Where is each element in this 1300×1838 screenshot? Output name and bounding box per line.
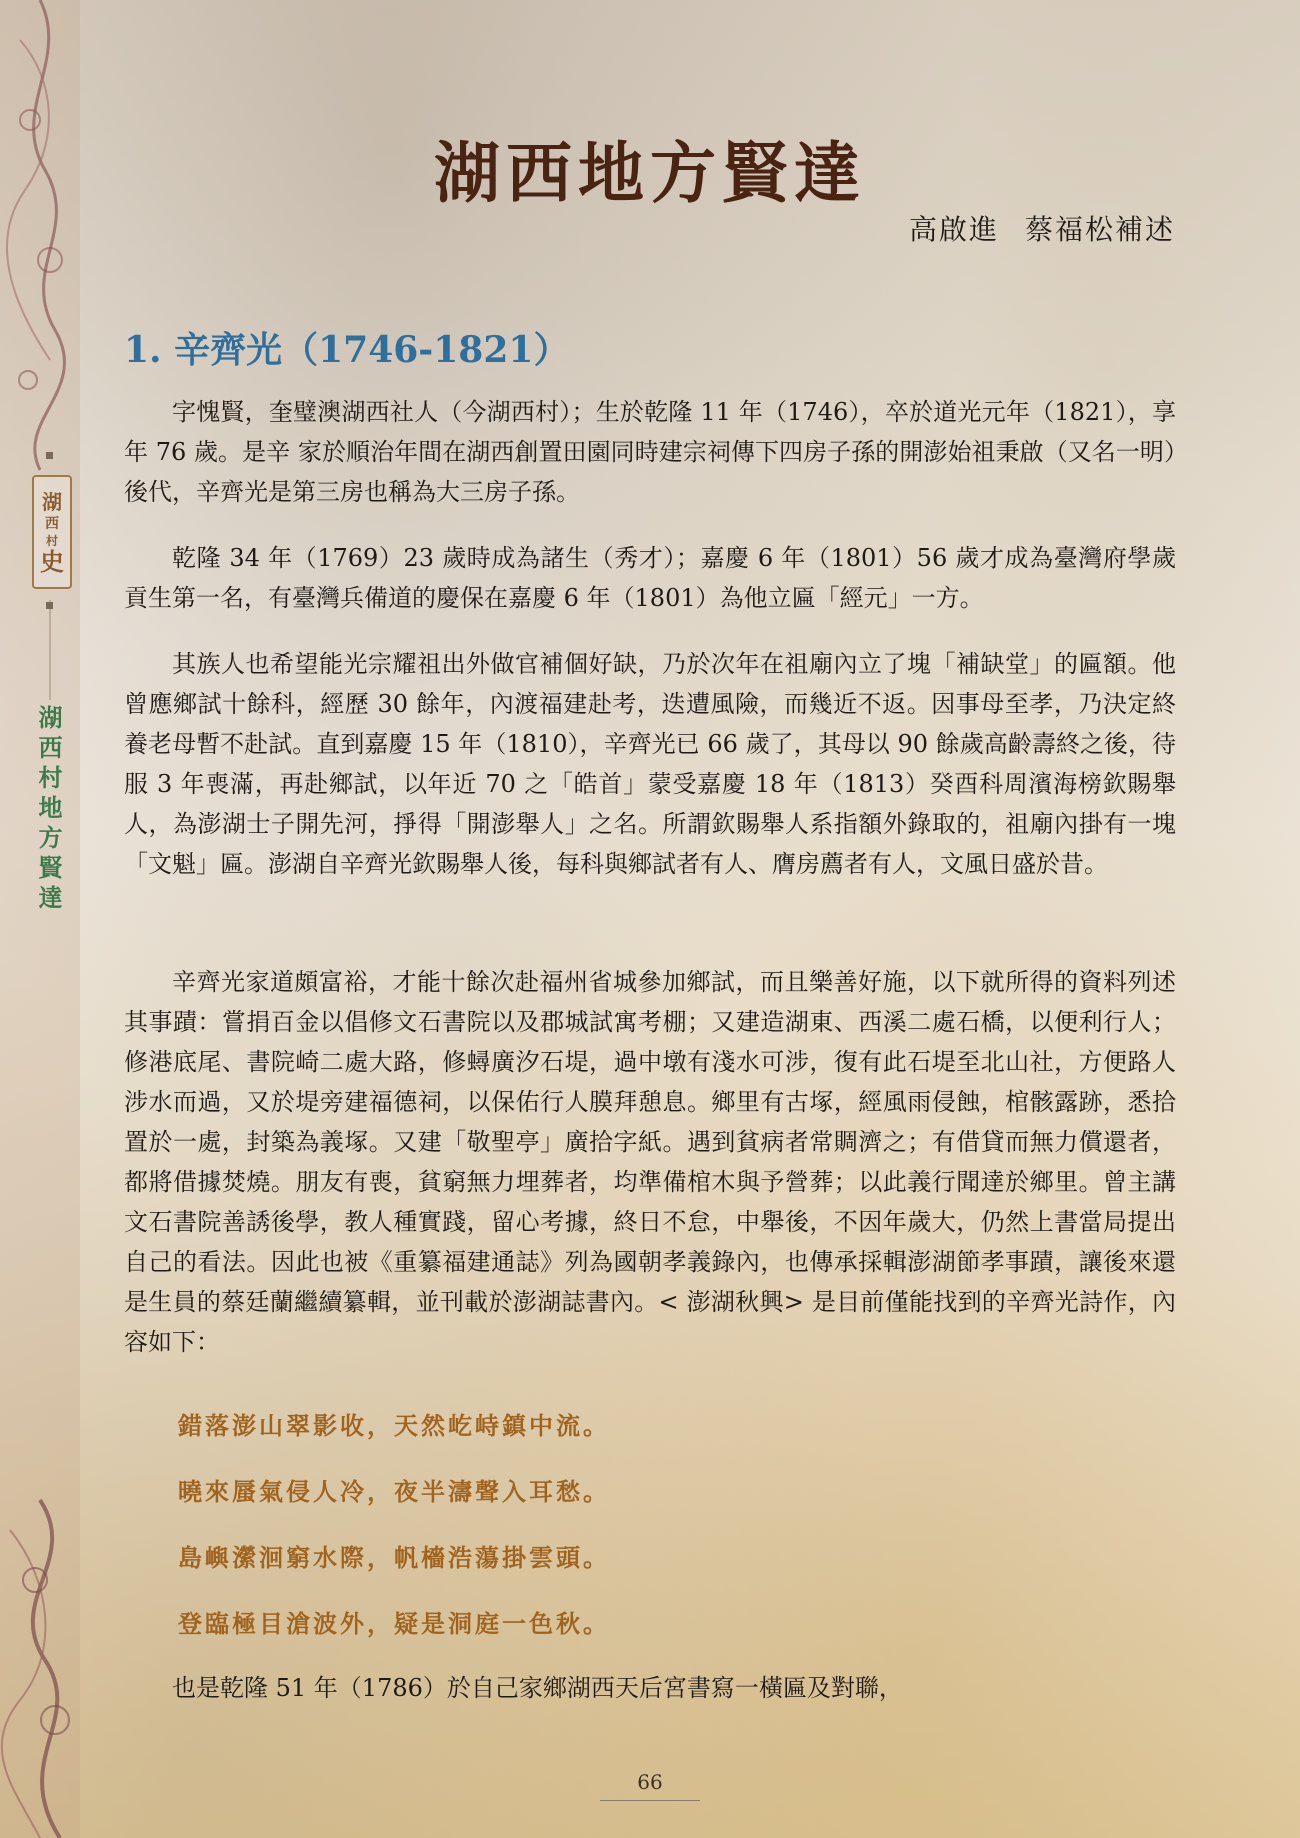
paragraph: 乾隆 34 年（1769）23 歲時成為諸生（秀才）；嘉慶 6 年（1801）56 歲才成為臺灣府學歲貢生第一名，有臺灣兵備道的慶保在嘉慶 6 年（1801）為他立匾「經元」一方。 — [124, 544, 1176, 612]
side-marker — [46, 452, 53, 459]
side-emblem-char: 史 — [40, 547, 64, 576]
page-number: 66 — [637, 1770, 663, 1794]
poem-line: 登臨極目滄波外，疑是洞庭一色秋。 — [178, 1609, 610, 1638]
side-emblem-char: 湖 — [42, 490, 62, 514]
paragraph: 字愧賢，奎璧澳湖西社人（今湖西村）；生於乾隆 11 年（1746），卒於道光元年（1821），享年 76 歲。是辛 家於順治年間在湖西創置田園同時建宗祠傳下四房子孫的開澎始祖秉啟（又名一明）後代，辛齊光是第三房也稱為大三房子孫。 — [124, 398, 1176, 506]
side-emblem-char: 村 — [45, 534, 58, 548]
side-emblem — [32, 475, 72, 589]
paragraph: 也是乾隆 51 年（1786）於自己家鄉湖西天后宮書寫一橫匾及對聯， — [172, 1674, 903, 1702]
page-title: 湖西地方賢達 — [434, 134, 866, 212]
author-name: 蔡福松補述 — [1024, 213, 1175, 246]
poem-line: 錯落澎山翠影收，天然屹峙鎮中流。 — [178, 1411, 610, 1440]
paragraph: 辛齊光家道頗富裕，才能十餘次赴福州省城參加鄉試，而且樂善好施，以下就所得的資料列述其事蹟：嘗捐百金以倡修文石書院以及郡城試寓考棚；又建造湖東、西溪二處石橋，以便利行人；修港底尾、書院崎二處大路，修蟳廣汐石堤，過中墩有淺水可涉，復有此石堤至北山社，方便路人涉水而過，又於堤旁建福德祠，以保佑行人膜拜憩息。鄉里有古塚，經風雨侵蝕，棺骸露跡，悉拾置於一處，封築為義塚。又建「敬聖亭」廣拾字紙。遇到貧病者常賙濟之；有借貸而無力償還者，都將借據焚燒。朋友有喪，貧窮無力埋葬者，均準備棺木與予營葬；以此義行聞達於鄉里。曾主講文石書院善誘後學，教人種實踐，留心考據，終日不怠，中舉後，不因年歲大，仍然上書當局提出自己的看法。因此也被《重纂福建通誌》列為國朝孝義錄內，也傳承採輯澎湖節孝事蹟，讓後來還是生員的蔡廷蘭繼續纂輯，並刊載於澎湖誌書內。< 澎湖秋興> 是目前僅能找到的辛齊光詩作，內容如下： — [124, 968, 1176, 1356]
poem-line: 曉來蜃氣侵人冷，夜半濤聲入耳愁。 — [178, 1477, 610, 1506]
page-number-rule — [600, 1800, 700, 1801]
poem-line: 島嶼瀠洄窮水際，帆檣浩蕩掛雲頭。 — [178, 1543, 610, 1572]
side-emblem-char: 西 — [45, 516, 59, 532]
side-marker — [46, 602, 53, 609]
floral-border-ornament — [0, 0, 80, 1838]
author-name: 高啟進 — [908, 213, 999, 246]
paragraph: 其族人也希望能光宗耀祖出外做官補個好缺，乃於次年在祖廟內立了塊「補缺堂」的匾額。他曾應鄉試十餘科，經歷 30 餘年，內渡福建赴考，迭遭風險，而幾近不返。因事母至孝，乃決定終養老母暫不赴試。直到嘉慶 15 年（1810），辛齊光已 66 歲了，其母以 90 餘歲高齡壽終之後，待服 3 年喪滿，再赴鄉試，以年近 70 之「皓首」蒙受嘉慶 18 年（1813）癸酉科周濱海榜欽賜舉人，為澎湖士子開先河，掙得「開澎舉人」之名。所謂欽賜舉人系指額外錄取的，祖廟內掛有一塊「文魁」匾。澎湖自辛齊光欽賜舉人後，每科與鄉試者有人、膺房薦者有人，文風日盛於昔。 — [124, 650, 1176, 878]
authors — [909, 208, 1175, 248]
side-vertical-title: 湖西村地方賢達 — [34, 705, 63, 915]
section-heading: 1. 辛齊光（1746-1821） — [124, 329, 570, 371]
